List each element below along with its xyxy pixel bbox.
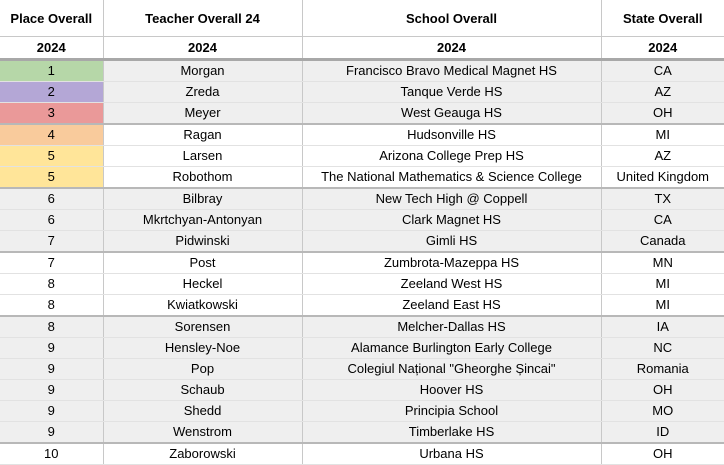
place-cell[interactable]: 5 (0, 146, 103, 167)
table-row (0, 188, 724, 210)
state-cell[interactable]: United Kingdom (601, 167, 724, 189)
header-row (0, 0, 724, 37)
table-row (0, 146, 724, 167)
place-cell[interactable]: 2 (0, 82, 103, 103)
state-cell[interactable]: TX (601, 188, 724, 210)
state-cell[interactable]: ID (601, 422, 724, 444)
place-cell[interactable]: 6 (0, 188, 103, 210)
school-cell[interactable]: Alamance Burlington Early College (302, 338, 601, 359)
place-cell[interactable]: 5 (0, 167, 103, 189)
table-row (0, 167, 724, 189)
school-cell[interactable]: Melcher-Dallas HS (302, 316, 601, 338)
state-cell[interactable]: MO (601, 401, 724, 422)
place-cell[interactable]: 8 (0, 295, 103, 317)
table-row (0, 316, 724, 338)
table-row (0, 124, 724, 146)
school-cell[interactable]: Timberlake HS (302, 422, 601, 444)
teacher-cell[interactable]: Meyer (103, 103, 302, 125)
teacher-cell[interactable]: Shedd (103, 401, 302, 422)
state-cell[interactable]: Romania (601, 359, 724, 380)
table-row (0, 210, 724, 231)
state-cell[interactable]: CA (601, 210, 724, 231)
place-cell[interactable]: 9 (0, 338, 103, 359)
state-cell[interactable]: AZ (601, 82, 724, 103)
place-cell[interactable]: 8 (0, 316, 103, 338)
header-teacher[interactable]: Teacher Overall 24 (103, 0, 302, 37)
teacher-cell[interactable]: Zreda (103, 82, 302, 103)
school-cell[interactable]: Principia School (302, 401, 601, 422)
school-cell[interactable]: Hoover HS (302, 380, 601, 401)
state-cell[interactable]: AZ (601, 146, 724, 167)
place-cell[interactable]: 10 (0, 443, 103, 465)
place-cell[interactable]: 6 (0, 210, 103, 231)
year-school[interactable]: 2024 (302, 37, 601, 60)
state-cell[interactable]: OH (601, 443, 724, 465)
teacher-cell[interactable]: Bilbray (103, 188, 302, 210)
table-row (0, 443, 724, 465)
year-row (0, 37, 724, 60)
teacher-cell[interactable]: Schaub (103, 380, 302, 401)
state-cell[interactable]: NC (601, 338, 724, 359)
school-cell[interactable]: Zumbrota-Mazeppa HS (302, 252, 601, 274)
header-school[interactable]: School Overall (302, 0, 601, 37)
teacher-cell[interactable]: Hensley-Noe (103, 338, 302, 359)
school-cell[interactable]: Hudsonville HS (302, 124, 601, 146)
teacher-cell[interactable]: Kwiatkowski (103, 295, 302, 317)
place-cell[interactable]: 7 (0, 252, 103, 274)
header-state[interactable]: State Overall (601, 0, 724, 37)
school-cell[interactable]: Clark Magnet HS (302, 210, 601, 231)
state-cell[interactable]: CA (601, 60, 724, 82)
table-row (0, 252, 724, 274)
state-cell[interactable]: MI (601, 124, 724, 146)
table-row (0, 422, 724, 444)
teacher-cell[interactable]: Pop (103, 359, 302, 380)
state-cell[interactable]: MI (601, 295, 724, 317)
table-row (0, 274, 724, 295)
place-cell[interactable]: 7 (0, 231, 103, 253)
table-row (0, 401, 724, 422)
table-row (0, 338, 724, 359)
teacher-cell[interactable]: Ragan (103, 124, 302, 146)
place-cell[interactable]: 1 (0, 60, 103, 82)
state-cell[interactable]: OH (601, 103, 724, 125)
state-cell[interactable]: IA (601, 316, 724, 338)
teacher-cell[interactable]: Larsen (103, 146, 302, 167)
place-cell[interactable]: 9 (0, 422, 103, 444)
year-teacher[interactable]: 2024 (103, 37, 302, 60)
school-cell[interactable]: West Geauga HS (302, 103, 601, 125)
teacher-cell[interactable]: Wenstrom (103, 422, 302, 444)
place-cell[interactable]: 4 (0, 124, 103, 146)
table-row (0, 359, 724, 380)
state-cell[interactable]: MN (601, 252, 724, 274)
teacher-cell[interactable]: Pidwinski (103, 231, 302, 253)
place-cell[interactable]: 3 (0, 103, 103, 125)
school-cell[interactable]: The National Mathematics & Science College (302, 167, 601, 189)
school-cell[interactable]: Arizona College Prep HS (302, 146, 601, 167)
teacher-cell[interactable]: Zaborowski (103, 443, 302, 465)
table-row (0, 295, 724, 317)
place-cell[interactable]: 9 (0, 359, 103, 380)
school-cell[interactable]: Gimli HS (302, 231, 601, 253)
place-cell[interactable]: 8 (0, 274, 103, 295)
year-state[interactable]: 2024 (601, 37, 724, 60)
school-cell[interactable]: Francisco Bravo Medical Magnet HS (302, 60, 601, 82)
school-cell[interactable]: New Tech High @ Coppell (302, 188, 601, 210)
teacher-cell[interactable]: Heckel (103, 274, 302, 295)
place-cell[interactable]: 9 (0, 380, 103, 401)
table-row (0, 60, 724, 82)
school-cell[interactable]: Zeeland East HS (302, 295, 601, 317)
state-cell[interactable]: Canada (601, 231, 724, 253)
teacher-cell[interactable]: Post (103, 252, 302, 274)
place-cell[interactable]: 9 (0, 401, 103, 422)
teacher-cell[interactable]: Mkrtchyan-Antonyan (103, 210, 302, 231)
table-row (0, 103, 724, 125)
state-cell[interactable]: OH (601, 380, 724, 401)
table-row (0, 380, 724, 401)
table-row (0, 82, 724, 103)
teacher-cell[interactable]: Robothom (103, 167, 302, 189)
table-row (0, 231, 724, 253)
school-cell[interactable]: Colegiul Național "Gheorghe Șincai" (302, 359, 601, 380)
school-cell[interactable]: Zeeland West HS (302, 274, 601, 295)
teacher-cell[interactable]: Sorensen (103, 316, 302, 338)
school-cell[interactable]: Urbana HS (302, 443, 601, 465)
state-cell[interactable]: MI (601, 274, 724, 295)
year-place[interactable]: 2024 (0, 37, 103, 60)
school-cell[interactable]: Tanque Verde HS (302, 82, 601, 103)
header-place[interactable]: Place Overall (0, 0, 103, 37)
teacher-cell[interactable]: Morgan (103, 60, 302, 82)
